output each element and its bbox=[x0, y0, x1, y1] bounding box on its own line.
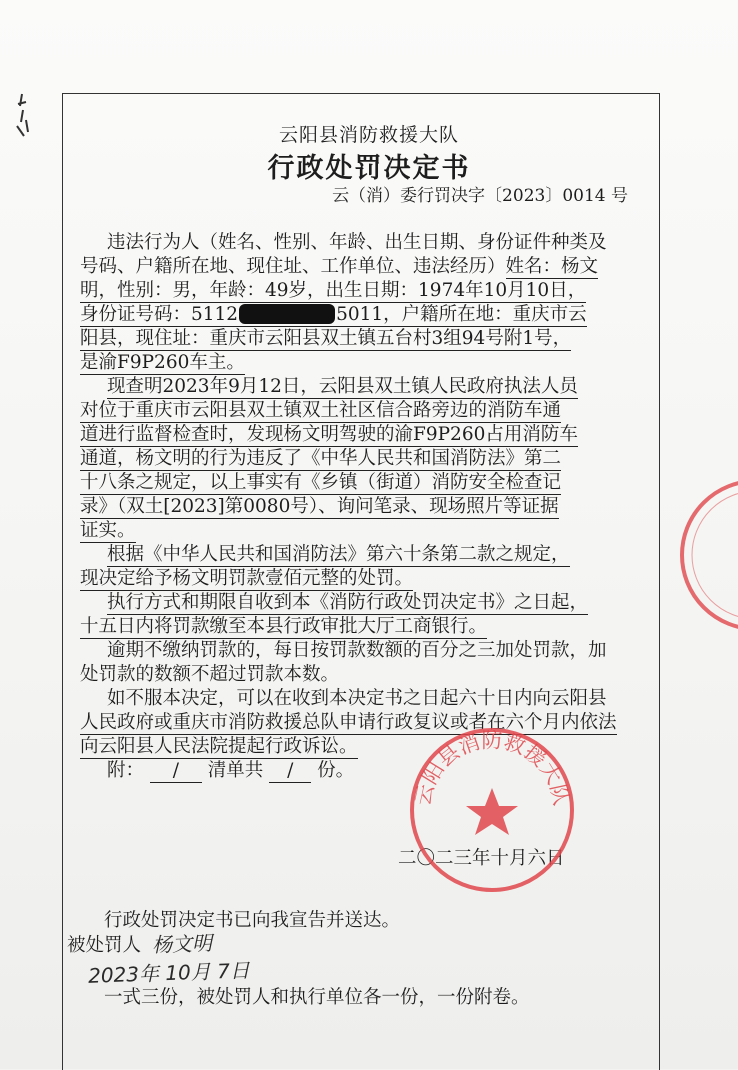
body-line: 向云阳县人民法院提起行政诉讼。 bbox=[80, 736, 358, 757]
issuer-name: 云阳县消防救援大队 bbox=[278, 124, 459, 146]
body-line: 十八条之规定，以上事实有《乡镇（街道）消防安全检查记 bbox=[80, 472, 562, 493]
body-line: 违法行为人（姓名、性别、年龄、出生日期、身份证件种类及 bbox=[107, 232, 607, 253]
issue-date: 二〇二三年十月六日 bbox=[398, 848, 565, 869]
body-line: 根据《中华人民共和国消防法》第六十条第二款之规定， bbox=[107, 544, 570, 565]
body-line: 处罚款的数额不超过罚款本数。 bbox=[80, 664, 340, 685]
redaction-block bbox=[239, 304, 335, 324]
official-seal bbox=[402, 720, 582, 900]
body-line: 道进行监督检查时，发现杨文明驾驶的渝F9P260占用消防车 bbox=[80, 424, 578, 445]
seal-star-icon bbox=[466, 788, 518, 835]
delivery-statement: 行政处罚决定书已向我宣告并送达。 bbox=[104, 910, 401, 931]
body-line: 十五日内将罚款缴至本县行政审批大厅工商银行。 bbox=[80, 616, 488, 637]
handwritten-date: 2023年 10月 7日 bbox=[87, 958, 251, 988]
body-line: 录》（双土[2023]第0080号）、询问笔录、现场照片等证据 bbox=[80, 496, 559, 517]
partial-seal bbox=[676, 470, 738, 640]
body-line: 证实。 bbox=[80, 520, 136, 541]
handwritten-signature: 杨文明 bbox=[151, 930, 213, 958]
body-line: 明，性别：男，年龄：49岁，出生日期：1974年10月10日， bbox=[80, 280, 587, 301]
copies-note: 一式三份，被处罚人和执行单位各一份，一份附卷。 bbox=[104, 987, 530, 1008]
body-line: 现决定给予杨文明罚款壹佰元整的处罚。 bbox=[80, 568, 414, 589]
body-line: 身份证号码：5112 5011，户籍所在地：重庆市云 bbox=[80, 304, 587, 325]
seal-text: 云阳县消防救援大队 bbox=[410, 728, 574, 808]
body-line: 对位于重庆市云阳县双土镇双土社区信合路旁边的消防车通 bbox=[80, 400, 562, 421]
document-number: 云（消）委行罚决字〔2023〕0014 号 bbox=[332, 186, 628, 206]
body-line: 号码、户籍所在地、现住址、工作单位、违法经历）姓名：杨文 bbox=[80, 256, 599, 277]
body-line: 如不服本决定，可以在收到本决定书之日起六十日内向云阳县 bbox=[107, 688, 607, 709]
body-line: 阳县，现住址：重庆市云阳县双土镇五台村3组94号附1号， bbox=[80, 328, 572, 349]
body-line: 通道，杨文明的行为违反了《中华人民共和国消防法》第二 bbox=[80, 448, 562, 469]
body-line: 是渝F9P260车主。 bbox=[80, 352, 245, 373]
body-line: 执行方式和期限自收到本《消防行政处罚决定书》之日起， bbox=[107, 592, 589, 613]
document-title: 行政处罚决定书 bbox=[267, 153, 471, 184]
body-line: 逾期不缴纳罚款的，每日按罚款数额的百分之三加处罚款，加 bbox=[107, 640, 607, 661]
body-line: 现查明2023年9月12日，云阳县双土镇人民政府执法人员 bbox=[107, 376, 578, 397]
recipient-label: 被处罚人 bbox=[67, 935, 142, 956]
attachment-line: 附： / 清单共 / 份。 bbox=[107, 760, 355, 781]
body-line: 人民政府或重庆市消防救援总队申请行政复议或者在六个月内依法 bbox=[80, 712, 617, 733]
